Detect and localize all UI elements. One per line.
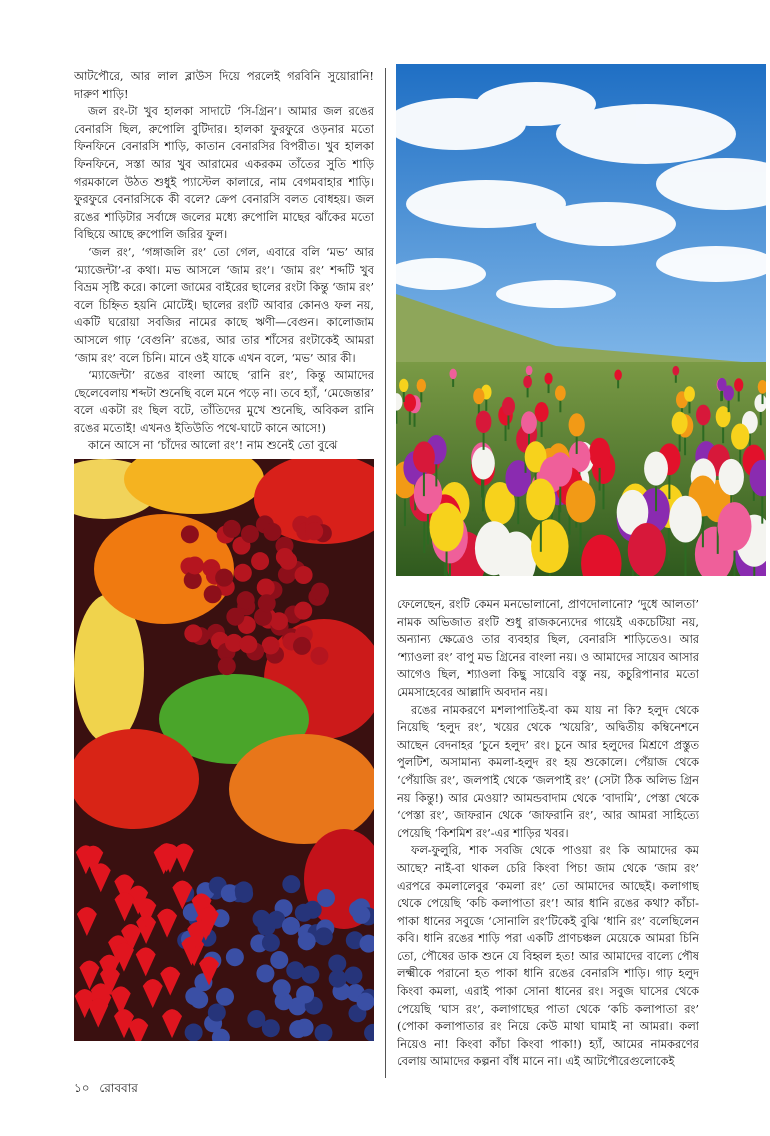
tulip-field-photo [396, 64, 766, 576]
paragraph: জল রং-টা খুব হালকা সাদাটে ‘সি-গ্রিন’। আমার জল রঙের বেনারসি ছিল, রুপোলি বুটিদার। হালকা ফুরফুরে ওড়নার মতো ফিনফিনে বেনারসি শাড়ি, কাতান বেনারসির বিপরীত। খুব হালকা ফিনফিনে, সস্তা আর খুব আরামের একরকম তাঁতের সুতি শাড়ি গরমকালে উঠত শুধুই প্যাস্টেল কালারে, নাম বেগমবাহার শাড়ি। ফুরফুরে বেনারসিকে কী বলে? ক্রেপ বেনারসি বলত বোধহয়। জল রঙের শাড়িটার সর্বাঙ্গে জলের মধ্যে রুপোলি মাছের ঝাঁকের মতো বিছিয়ে আছে রুপোলি জরির ফুল। [74, 104, 374, 242]
paragraph: ফল-ফুলুরি, শাক সবজি থেকে পাওয়া রং কি আমাদের কম আছে? নাই-বা থাকল চেরি কিংবা পিচ! জাম থেকে ‘জাম রং’ এরপরে কমলালেবুর ‘কমলা রং’ তো আমাদের আছেই। কলাগাছ থেকে পেয়েছি ‘কচি কলাপাতা রং’! আর ধানি রঙের কথা? কাঁচা-পাকা ধানের সবুজে ‘সোনালি রং’টিকেই বুঝি ‘ধানি রং’ বলেছিলেন কবি। ধানি রঙের শাড়ি পরা একটি প্রাণচঞ্চল মেয়েকে আমরা চিনি তো, পৌষের ডাক শুনে যে বিহ্বল হত! আর আমাদের বাল্যে পৌষ লক্ষ্মীকে পরানো হত পাকা ধানি রঙের বেনারসি শাড়ি। গাঢ় হলুদ কিংবা কমলা, এরাই পাকা সোনা ধানের রং। সবুজ ঘাসের থেকে পেয়েছি ‘ঘাস রং’, কলাগাছের পাতা থেকে ‘কচি কলাপাতা রং’ (পোকা কলাপাতার রং নিয়ে কেউ মাথা ঘামাই না আমরা। কলা নিয়েও না! কিংবা কাঁচা কিংবা পাকা!) হ্যাঁ, আমের নামকরণের বেলায় আমাদের কল্পনা বাঁধ মানে না। এই আটপৌরেগুলোকেই [397, 843, 699, 1069]
fruits-vegetables-photo [74, 459, 374, 1041]
left-column-text [74, 68, 374, 452]
paragraph: আটপৌরে, আর লাল ব্লাউস দিয়ে পরলেই গরবিনি সুয়োরানি! দারুণ শাড়ি! [74, 69, 374, 101]
right-column-text [397, 596, 699, 1076]
paragraph: ‘ম্যাজেন্টা’ রঙের বাংলা আছে ‘রানি রং’, কিন্তু আমাদের ছেলেবেলায় শব্দটা শুনেছি বলে মনে পড়ে না। তবে হ্যাঁ, ‘মেজেন্তার’ বলে একটা রং ছিল বটে, তাঁতিদের মুখে শুনেছি, অবিকল রানি রঙের মতোই! এখনও ইতিউতি পথে-ঘাটে কানে আসে!) [74, 368, 374, 435]
paragraph: কানে আসে না ‘চাঁদের আলো রং’! নাম শুনেই তো বুঝে [88, 438, 338, 452]
page-number: ১০ [74, 1081, 90, 1095]
column-divider [385, 68, 386, 1078]
section-name: রোববার [99, 1081, 138, 1095]
page-footer [74, 1080, 144, 1100]
paragraph: ‘জল রং’, ‘গঙ্গাজলি রং’ তো গেল, এবারে বলি ‘মভ’ আর ‘ম্যাজেন্টা’-র কথা। মভ আসলে ‘জাম রং’। ‘জাম রং’ শব্দটি খুব বিভ্রম সৃষ্টি করে। কালো জামের বাইরের ছালের রংটা কিন্তু ‘জাম রং’ বলে চিহ্নিত হয়নি মোটেই। ছালের রংটি আবার কোনও ফল নয়, একটি ঘরোয়া সবজির নামের কাছে ঋণী—বেগুন। কালোজাম আসলে গাঢ় ‘বেগুনি’ রঙের, আর তার শাঁসের রংটাকেই আমরা ‘জাম রং’ বলে চিনি। মানে ওই যাকে এখন বলে, ‘মভ’ আর কী। [74, 244, 374, 365]
paragraph: রঙের নামকরণে মশলাপাতিই-বা কম যায় না কি? হলুদ থেকে নিয়েছি ‘হলুদ রং’, খয়ের থেকে ‘খয়েরি’, অদ্বিতীয় কম্বিনেশনে আছেন বেদনাহর ‘চুনে হলুদ’ রং। চুনে আর হলুদের মিশ্রণে প্রস্তুত পুলটিশ, অসামান্য কমলা-হলুদ রং হয় শুকোলে। পেঁয়াজ থেকে ‘পেঁয়াজি রং’, জলপাই থেকে ‘জলপাই রং’ (সেটা ঠিক অলিভ গ্রিন নয় কিন্তু!) আর মেওয়া? আমন্ডবাদাম থেকে ‘বাদামি’, পেস্তা থেকে ‘পেস্তা রং’, জাফরান থেকে ‘জাফরানি রং’, আর আমরা সাহিত্যে পেয়েছি ‘কিশমিশ রং’-এর শাড়ির খবর। [397, 702, 699, 840]
paragraph: ফেলেছেন, রংটি কেমন মনভোলানো, প্রাণদোলানো? ‘দুধে আলতা’ নামক অভিজাত রংটি শুধু রাজকন্যেদের গায়েই একচেটিয়া নয়, অন্যান্য ক্ষেত্রেও তার ব্যবহার ছিল, বেনারসি শাড়িতেও। আর ‘শ্যাওলা রং’ বাপু মভ গ্রিনের বাংলা নয়। ও আমাদের সায়েব আসার আগেও ছিল, শ্যাওলা কিছু সায়েবি বস্তু নয়, কচুরিপানার মতো মেমসাহেবের আল্লাদি অবদান নয়। [397, 597, 699, 699]
